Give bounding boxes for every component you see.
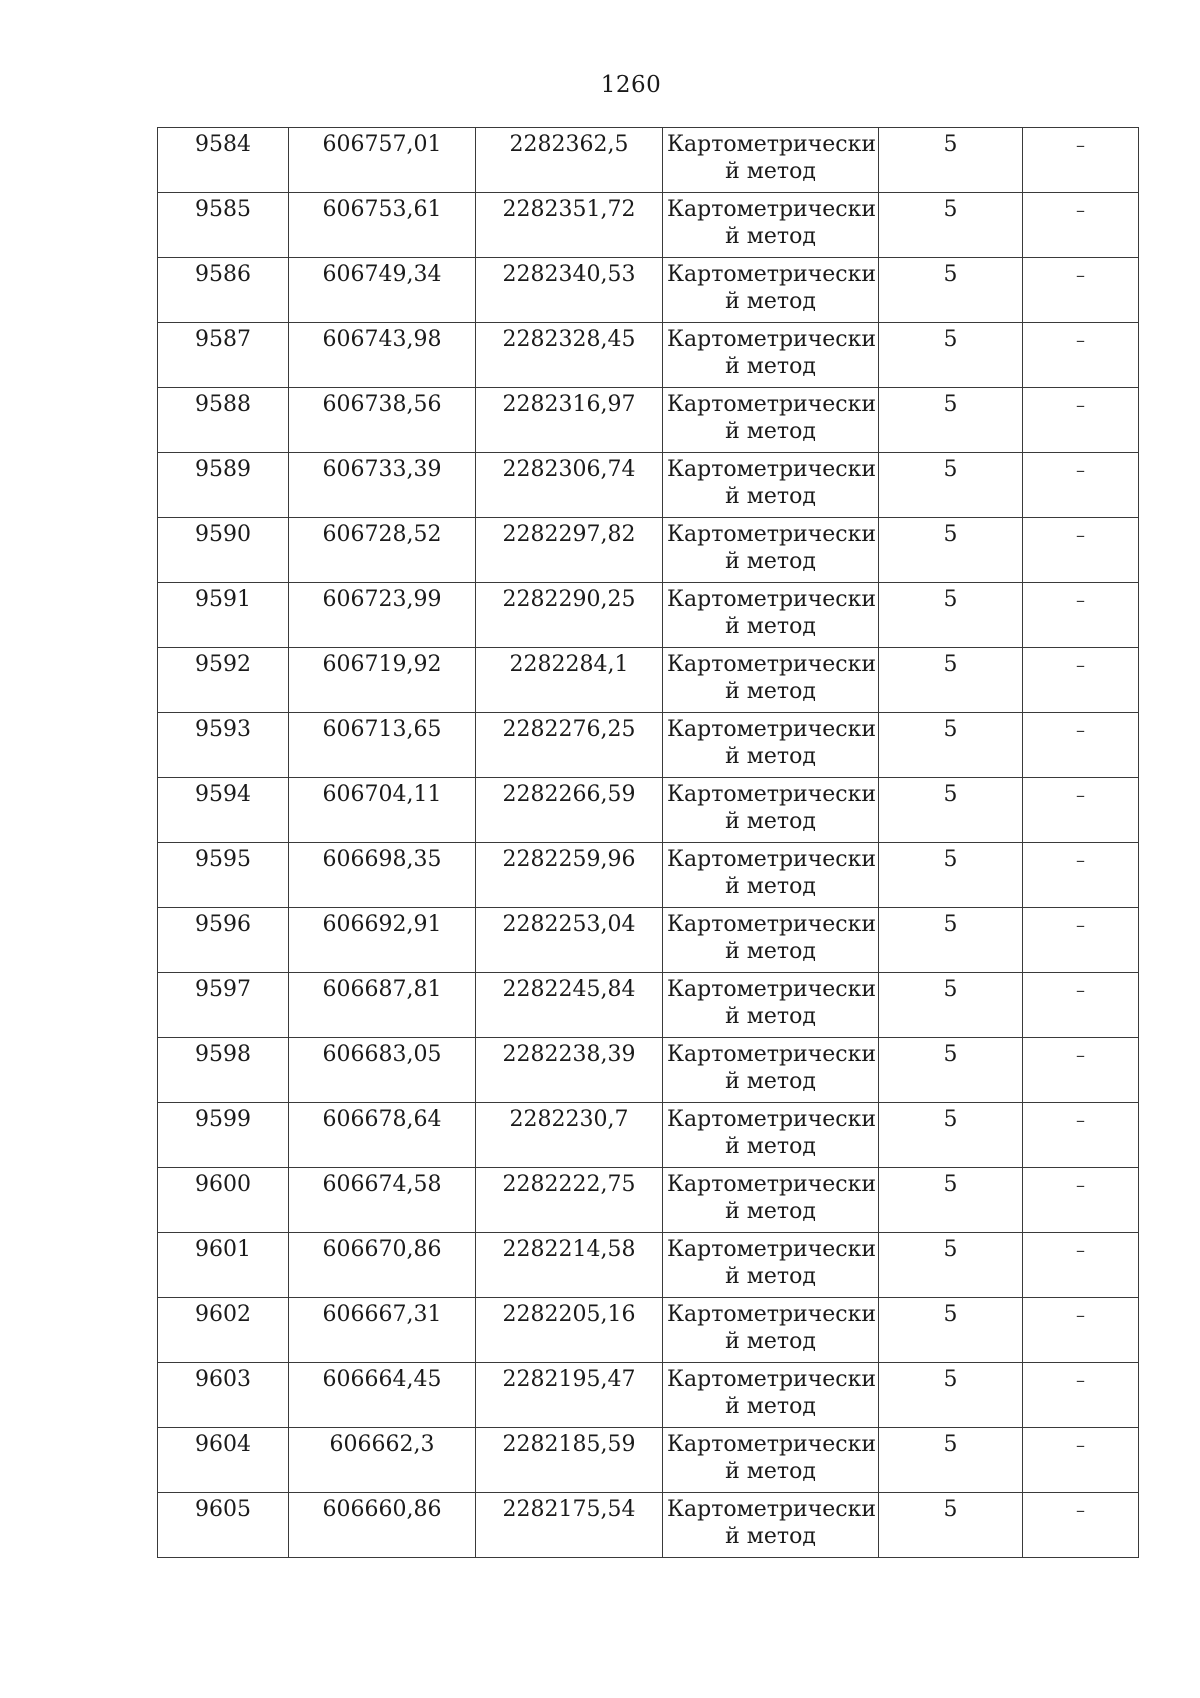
- x-coordinate-cell: 606743,98: [289, 323, 476, 388]
- table-row: [158, 1428, 1139, 1493]
- note-cell: [1023, 713, 1139, 778]
- y-coordinate-cell: 2282205,16: [476, 1298, 663, 1363]
- accuracy-cell: 5: [879, 1298, 1023, 1363]
- method-line-1: Картометрически: [667, 1497, 876, 1522]
- dash-mark: –: [1076, 1500, 1085, 1521]
- method-line-2: й метод: [725, 744, 816, 769]
- method-cell: [663, 1363, 879, 1428]
- y-coordinate-cell: 2282297,82: [476, 518, 663, 583]
- method-line-1: Картометрически: [667, 327, 876, 352]
- x-coordinate-cell: 606753,61: [289, 193, 476, 258]
- note-cell: [1023, 583, 1139, 648]
- note-cell: [1023, 843, 1139, 908]
- table-row: [158, 1168, 1139, 1233]
- table-row: [158, 973, 1139, 1038]
- table-row: [158, 1103, 1139, 1168]
- method-line-1: Картометрически: [667, 1302, 876, 1327]
- method-line-2: й метод: [725, 159, 816, 184]
- point-number-cell: 9589: [158, 453, 289, 518]
- accuracy-cell: 5: [879, 1103, 1023, 1168]
- note-cell: [1023, 1038, 1139, 1103]
- method-line-1: Картометрически: [667, 587, 876, 612]
- method-line-2: й метод: [725, 1004, 816, 1029]
- table-row: [158, 258, 1139, 323]
- dash-mark: –: [1076, 1175, 1085, 1196]
- note-cell: [1023, 1493, 1139, 1558]
- y-coordinate-cell: 2282316,97: [476, 388, 663, 453]
- accuracy-cell: 5: [879, 323, 1023, 388]
- accuracy-cell: 5: [879, 1038, 1023, 1103]
- table-body: [158, 128, 1139, 1558]
- x-coordinate-cell: 606692,91: [289, 908, 476, 973]
- note-cell: [1023, 128, 1139, 193]
- note-cell: [1023, 453, 1139, 518]
- method-line-1: Картометрически: [667, 1107, 876, 1132]
- dash-mark: –: [1076, 1305, 1085, 1326]
- method-line-1: Картометрически: [667, 717, 876, 742]
- method-cell: [663, 713, 879, 778]
- accuracy-cell: 5: [879, 453, 1023, 518]
- accuracy-cell: 5: [879, 1493, 1023, 1558]
- y-coordinate-cell: 2282253,04: [476, 908, 663, 973]
- table-row: [158, 648, 1139, 713]
- method-cell: [663, 648, 879, 713]
- accuracy-cell: 5: [879, 258, 1023, 323]
- method-line-2: й метод: [725, 1329, 816, 1354]
- table-row: [158, 518, 1139, 583]
- method-line-1: Картометрически: [667, 652, 876, 677]
- point-number-cell: 9601: [158, 1233, 289, 1298]
- dash-mark: –: [1076, 1240, 1085, 1261]
- method-line-2: й метод: [725, 679, 816, 704]
- point-number-cell: 9600: [158, 1168, 289, 1233]
- table-row: [158, 713, 1139, 778]
- dash-mark: –: [1076, 1435, 1085, 1456]
- y-coordinate-cell: 2282214,58: [476, 1233, 663, 1298]
- dash-mark: –: [1076, 850, 1085, 871]
- method-line-2: й метод: [725, 1524, 816, 1549]
- note-cell: [1023, 648, 1139, 713]
- method-line-1: Картометрически: [667, 912, 876, 937]
- method-cell: [663, 843, 879, 908]
- coordinates-table: [157, 127, 1139, 1558]
- table-row: [158, 778, 1139, 843]
- method-cell: [663, 388, 879, 453]
- point-number-cell: 9595: [158, 843, 289, 908]
- point-number-cell: 9585: [158, 193, 289, 258]
- y-coordinate-cell: 2282266,59: [476, 778, 663, 843]
- x-coordinate-cell: 606733,39: [289, 453, 476, 518]
- accuracy-cell: 5: [879, 388, 1023, 453]
- dash-mark: –: [1076, 460, 1085, 481]
- accuracy-cell: 5: [879, 1233, 1023, 1298]
- method-line-2: й метод: [725, 289, 816, 314]
- dash-mark: –: [1076, 265, 1085, 286]
- point-number-cell: 9588: [158, 388, 289, 453]
- y-coordinate-cell: 2282351,72: [476, 193, 663, 258]
- y-coordinate-cell: 2282195,47: [476, 1363, 663, 1428]
- accuracy-cell: 5: [879, 193, 1023, 258]
- method-cell: [663, 128, 879, 193]
- dash-mark: –: [1076, 785, 1085, 806]
- accuracy-cell: 5: [879, 778, 1023, 843]
- dash-mark: –: [1076, 655, 1085, 676]
- x-coordinate-cell: 606713,65: [289, 713, 476, 778]
- point-number-cell: 9598: [158, 1038, 289, 1103]
- note-cell: [1023, 1298, 1139, 1363]
- method-cell: [663, 453, 879, 518]
- method-cell: [663, 1428, 879, 1493]
- method-line-1: Картометрически: [667, 1042, 876, 1067]
- accuracy-cell: 5: [879, 973, 1023, 1038]
- accuracy-cell: 5: [879, 648, 1023, 713]
- x-coordinate-cell: 606662,3: [289, 1428, 476, 1493]
- method-line-2: й метод: [725, 354, 816, 379]
- y-coordinate-cell: 2282306,74: [476, 453, 663, 518]
- method-line-1: Картометрически: [667, 1172, 876, 1197]
- table-row: [158, 1363, 1139, 1428]
- method-line-1: Картометрически: [667, 197, 876, 222]
- dash-mark: –: [1076, 590, 1085, 611]
- table-row: [158, 908, 1139, 973]
- dash-mark: –: [1076, 980, 1085, 1001]
- table-row: [158, 843, 1139, 908]
- table-row: [158, 453, 1139, 518]
- method-line-2: й метод: [725, 1459, 816, 1484]
- method-line-2: й метод: [725, 224, 816, 249]
- note-cell: [1023, 1428, 1139, 1493]
- method-line-2: й метод: [725, 614, 816, 639]
- dash-mark: –: [1076, 330, 1085, 351]
- table-row: [158, 1038, 1139, 1103]
- y-coordinate-cell: 2282284,1: [476, 648, 663, 713]
- accuracy-cell: 5: [879, 518, 1023, 583]
- table-row: [158, 128, 1139, 193]
- note-cell: [1023, 1233, 1139, 1298]
- accuracy-cell: 5: [879, 583, 1023, 648]
- x-coordinate-cell: 606687,81: [289, 973, 476, 1038]
- note-cell: [1023, 1363, 1139, 1428]
- note-cell: [1023, 323, 1139, 388]
- point-number-cell: 9603: [158, 1363, 289, 1428]
- page-number: 1260: [600, 72, 662, 98]
- y-coordinate-cell: 2282328,45: [476, 323, 663, 388]
- table-row: [158, 388, 1139, 453]
- note-cell: [1023, 388, 1139, 453]
- method-line-2: й метод: [725, 1394, 816, 1419]
- dash-mark: –: [1076, 1110, 1085, 1131]
- method-cell: [663, 583, 879, 648]
- dash-mark: –: [1076, 395, 1085, 416]
- method-line-1: Картометрически: [667, 1432, 876, 1457]
- table-row: [158, 193, 1139, 258]
- method-line-1: Картометрически: [667, 132, 876, 157]
- method-line-1: Картометрически: [667, 1367, 876, 1392]
- dash-mark: –: [1076, 720, 1085, 741]
- y-coordinate-cell: 2282230,7: [476, 1103, 663, 1168]
- dash-mark: –: [1076, 1370, 1085, 1391]
- y-coordinate-cell: 2282185,59: [476, 1428, 663, 1493]
- table-row: [158, 1233, 1139, 1298]
- method-cell: [663, 258, 879, 323]
- method-cell: [663, 778, 879, 843]
- accuracy-cell: 5: [879, 1428, 1023, 1493]
- method-cell: [663, 1233, 879, 1298]
- note-cell: [1023, 778, 1139, 843]
- y-coordinate-cell: 2282362,5: [476, 128, 663, 193]
- accuracy-cell: 5: [879, 713, 1023, 778]
- accuracy-cell: 5: [879, 843, 1023, 908]
- method-line-2: й метод: [725, 549, 816, 574]
- point-number-cell: 9604: [158, 1428, 289, 1493]
- y-coordinate-cell: 2282259,96: [476, 843, 663, 908]
- x-coordinate-cell: 606667,31: [289, 1298, 476, 1363]
- method-line-2: й метод: [725, 419, 816, 444]
- method-cell: [663, 1298, 879, 1363]
- accuracy-cell: 5: [879, 128, 1023, 193]
- point-number-cell: 9596: [158, 908, 289, 973]
- note-cell: [1023, 908, 1139, 973]
- method-cell: [663, 908, 879, 973]
- method-line-2: й метод: [725, 939, 816, 964]
- x-coordinate-cell: 606660,86: [289, 1493, 476, 1558]
- y-coordinate-cell: 2282340,53: [476, 258, 663, 323]
- method-line-1: Картометрически: [667, 522, 876, 547]
- method-cell: [663, 1168, 879, 1233]
- dash-mark: –: [1076, 135, 1085, 156]
- x-coordinate-cell: 606749,34: [289, 258, 476, 323]
- x-coordinate-cell: 606683,05: [289, 1038, 476, 1103]
- method-line-1: Картометрически: [667, 392, 876, 417]
- dash-mark: –: [1076, 915, 1085, 936]
- method-line-2: й метод: [725, 809, 816, 834]
- method-line-1: Картометрически: [667, 262, 876, 287]
- method-line-2: й метод: [725, 1134, 816, 1159]
- table-row: [158, 323, 1139, 388]
- accuracy-cell: 5: [879, 1363, 1023, 1428]
- method-cell: [663, 1103, 879, 1168]
- point-number-cell: 9594: [158, 778, 289, 843]
- note-cell: [1023, 193, 1139, 258]
- note-cell: [1023, 518, 1139, 583]
- method-line-1: Картометрически: [667, 977, 876, 1002]
- x-coordinate-cell: 606674,58: [289, 1168, 476, 1233]
- point-number-cell: 9605: [158, 1493, 289, 1558]
- method-line-2: й метод: [725, 1264, 816, 1289]
- y-coordinate-cell: 2282175,54: [476, 1493, 663, 1558]
- point-number-cell: 9592: [158, 648, 289, 713]
- y-coordinate-cell: 2282238,39: [476, 1038, 663, 1103]
- method-line-1: Картометрически: [667, 847, 876, 872]
- dash-mark: –: [1076, 525, 1085, 546]
- method-line-2: й метод: [725, 484, 816, 509]
- note-cell: [1023, 973, 1139, 1038]
- method-cell: [663, 1038, 879, 1103]
- accuracy-cell: 5: [879, 908, 1023, 973]
- dash-mark: –: [1076, 200, 1085, 221]
- point-number-cell: 9590: [158, 518, 289, 583]
- y-coordinate-cell: 2282276,25: [476, 713, 663, 778]
- x-coordinate-cell: 606698,35: [289, 843, 476, 908]
- method-cell: [663, 1493, 879, 1558]
- x-coordinate-cell: 606719,92: [289, 648, 476, 713]
- method-line-2: й метод: [725, 1069, 816, 1094]
- x-coordinate-cell: 606738,56: [289, 388, 476, 453]
- point-number-cell: 9597: [158, 973, 289, 1038]
- y-coordinate-cell: 2282222,75: [476, 1168, 663, 1233]
- method-cell: [663, 193, 879, 258]
- dash-mark: –: [1076, 1045, 1085, 1066]
- method-line-2: й метод: [725, 874, 816, 899]
- point-number-cell: 9591: [158, 583, 289, 648]
- method-line-1: Картометрически: [667, 1237, 876, 1262]
- point-number-cell: 9584: [158, 128, 289, 193]
- note-cell: [1023, 1103, 1139, 1168]
- point-number-cell: 9587: [158, 323, 289, 388]
- method-line-1: Картометрически: [667, 457, 876, 482]
- y-coordinate-cell: 2282245,84: [476, 973, 663, 1038]
- method-cell: [663, 518, 879, 583]
- point-number-cell: 9602: [158, 1298, 289, 1363]
- accuracy-cell: 5: [879, 1168, 1023, 1233]
- x-coordinate-cell: 606728,52: [289, 518, 476, 583]
- table-row: [158, 583, 1139, 648]
- table-row: [158, 1298, 1139, 1363]
- x-coordinate-cell: 606664,45: [289, 1363, 476, 1428]
- note-cell: [1023, 1168, 1139, 1233]
- point-number-cell: 9586: [158, 258, 289, 323]
- method-cell: [663, 973, 879, 1038]
- x-coordinate-cell: 606723,99: [289, 583, 476, 648]
- x-coordinate-cell: 606757,01: [289, 128, 476, 193]
- note-cell: [1023, 258, 1139, 323]
- point-number-cell: 9599: [158, 1103, 289, 1168]
- method-line-2: й метод: [725, 1199, 816, 1224]
- x-coordinate-cell: 606670,86: [289, 1233, 476, 1298]
- table-row: [158, 1493, 1139, 1558]
- x-coordinate-cell: 606678,64: [289, 1103, 476, 1168]
- y-coordinate-cell: 2282290,25: [476, 583, 663, 648]
- x-coordinate-cell: 606704,11: [289, 778, 476, 843]
- point-number-cell: 9593: [158, 713, 289, 778]
- method-line-1: Картометрически: [667, 782, 876, 807]
- method-cell: [663, 323, 879, 388]
